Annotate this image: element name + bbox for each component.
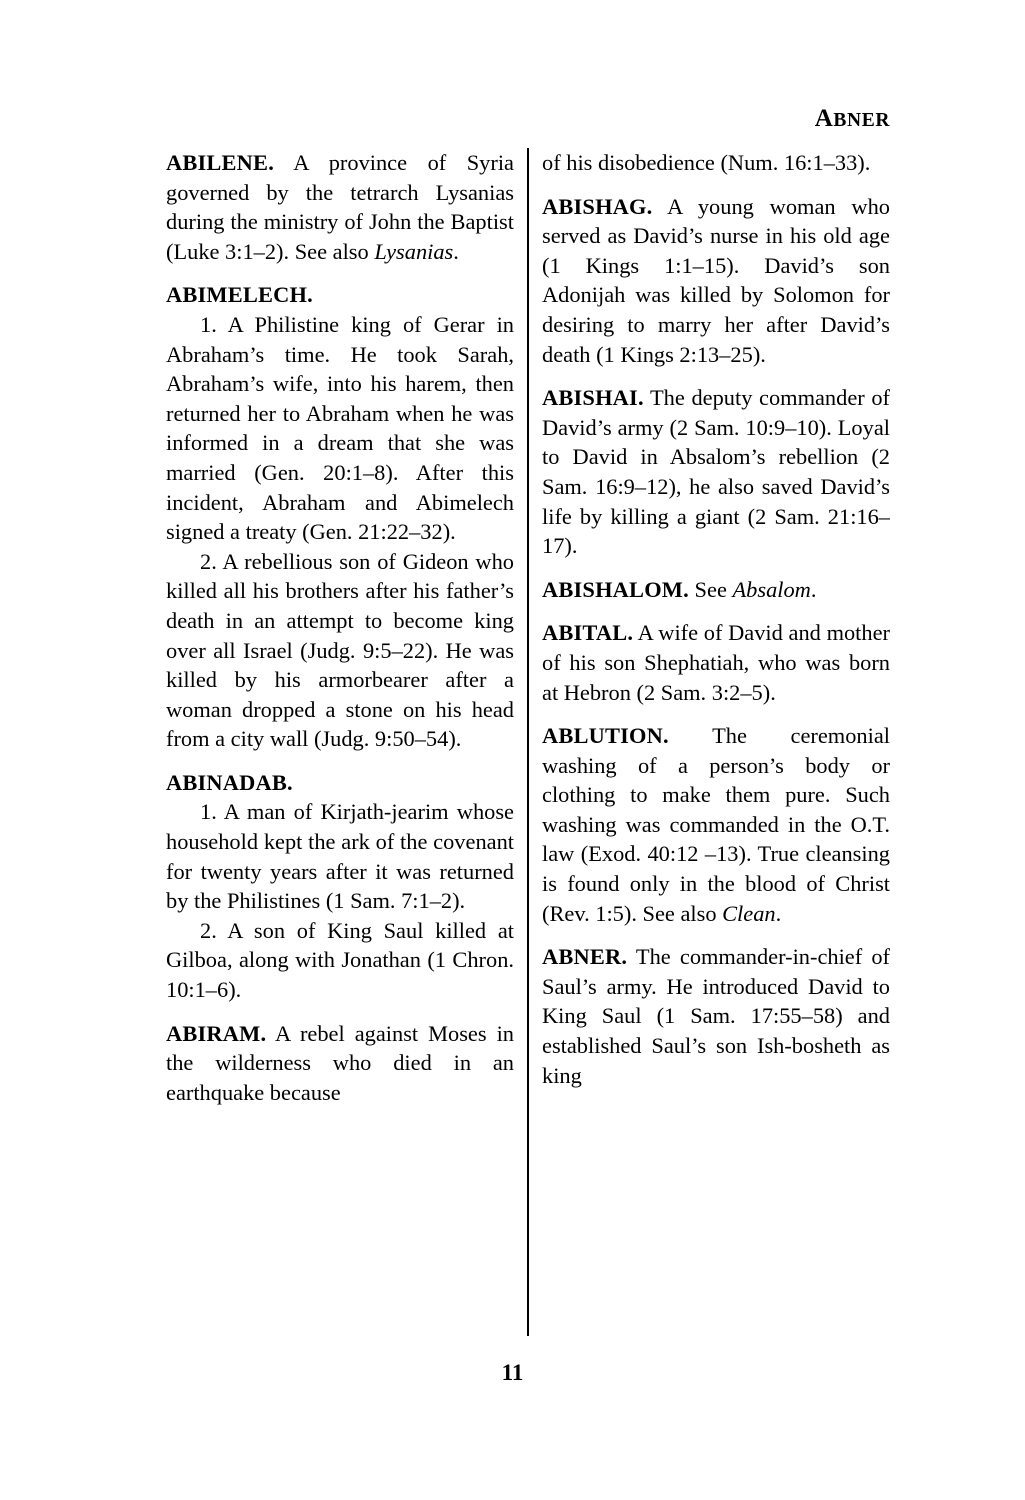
entry-abishag-body: A young woman who served as David’s nurse in his old age (1 Kings 1:1–15). David’s son Adonijah was killed by Solomon for desiring to marry her after David’s death (1 Kings 2:13–25). <box>542 193 890 367</box>
right-column <box>542 148 890 1338</box>
headword-abishag: ABISHAG. <box>542 193 653 219</box>
entry-abilene-body: A province of Syria governed by the tetrarch Lysanias during the ministry of John the Baptist (Luke 3:1–2). See also <box>166 150 514 264</box>
entry-abishalom <box>542 575 890 605</box>
entry-abimelech-sense-1: 1. A Philistine king of Gerar in Abraham’s time. He took Sarah, Abraham’s wife, into his harem, then returned her to Abraham when he was informed in a dream that she was married (Gen. 20:1–8). After this incident, Abraham and Abimelech signed a treaty (Gen. 21:22–32). <box>166 311 514 545</box>
entry-abital-body: A wife of David and mother of his son Shephatiah, who was born at Hebron (2 Sam. 3:2–5). <box>542 620 890 705</box>
entry-abiram-body: A rebel against Moses in the wilderness who died in an earthquake because <box>166 1020 514 1105</box>
entry-abimelech-sense-2: 2. A rebellious son of Gideon who killed all his brothers after his father’s death in an attempt to become king over all Israel (Judg. 9:5–22). He was killed by his armorbearer after a woman dropped a stone on his head from a city wall (Judg. 9:50–54). <box>166 548 514 752</box>
page-number: 11 <box>501 1360 524 1385</box>
entry-ablution-body: The ceremonial washing of a person’s body or clothing to make them pure. Such washing was commanded in the O.T. law (Exod. 40:12 –13). True cleansing is found only in the blood of Christ (Rev. 1:5). See also <box>542 723 890 926</box>
entry-ablution-crossref: Clean <box>722 900 776 926</box>
headword-abital: ABITAL. <box>542 620 634 646</box>
entry-abilene-tail: . <box>453 238 459 264</box>
entry-ablution-tail: . <box>775 900 782 926</box>
headword-abilene: ABILENE. <box>166 150 274 175</box>
headword-abimelech: ABIMELECH. <box>166 282 313 308</box>
running-head-rest: BNER <box>833 110 890 131</box>
entry-abital <box>542 618 890 707</box>
left-column <box>166 148 514 1338</box>
entry-abner-body: The commander-in-chief of Saul’s army. He introduced David to King Saul (1 Sam. 17:55–58) and established Saul’s son Ish-bosheth as king <box>542 944 890 1088</box>
body-columns <box>166 148 890 1338</box>
entry-abishalom-tail: . <box>810 576 817 602</box>
running-head <box>166 105 890 133</box>
headword-abishalom: ABISHALOM. <box>542 576 689 602</box>
headword-abishai: ABISHAI. <box>542 385 644 411</box>
entry-abner <box>542 942 890 1090</box>
entry-abinadab-sense-1: 1. A man of Kirjath-jearim whose household kept the ark of the covenant for twenty years after it was returned by the Philistines (1 Sam. 7:1–2). <box>166 799 514 914</box>
entry-abishalom-body: See <box>688 576 733 602</box>
entry-abinadab-sense-2: 2. A son of King Saul killed at Gilboa, along with Jonathan (1 Chron. 10:1–6). <box>166 917 514 1003</box>
entry-abinadab-heading <box>166 768 514 798</box>
entry-abishag <box>542 192 890 370</box>
entry-abimelech-heading <box>166 280 514 310</box>
entry-abilene <box>166 148 514 266</box>
entry-abishai-body: The deputy commander of David’s army (2 Sam. 10:9–10). Loyal to David in Absalom’s rebellion (2 Sam. 16:9–12), he also saved David’s life by killing a giant (2 Sam. 21:16–17). <box>542 385 890 559</box>
headword-ablution: ABLUTION. <box>542 723 669 749</box>
headword-abiram: ABIRAM. <box>166 1020 267 1046</box>
headword-abner: ABNER. <box>542 944 628 970</box>
entry-abishalom-crossref: Absalom <box>732 576 811 602</box>
column-divider <box>527 148 529 1336</box>
entry-abiram-continuation: of his disobedience (Num. 16:1–33). <box>542 150 871 175</box>
headword-abinadab: ABINADAB. <box>166 769 293 795</box>
entry-abiram <box>166 1019 514 1108</box>
entry-abishai <box>542 383 890 561</box>
entry-ablution <box>542 721 890 928</box>
entry-abilene-crossref: Lysanias <box>374 238 454 264</box>
running-head-first-letter: A <box>814 105 834 132</box>
